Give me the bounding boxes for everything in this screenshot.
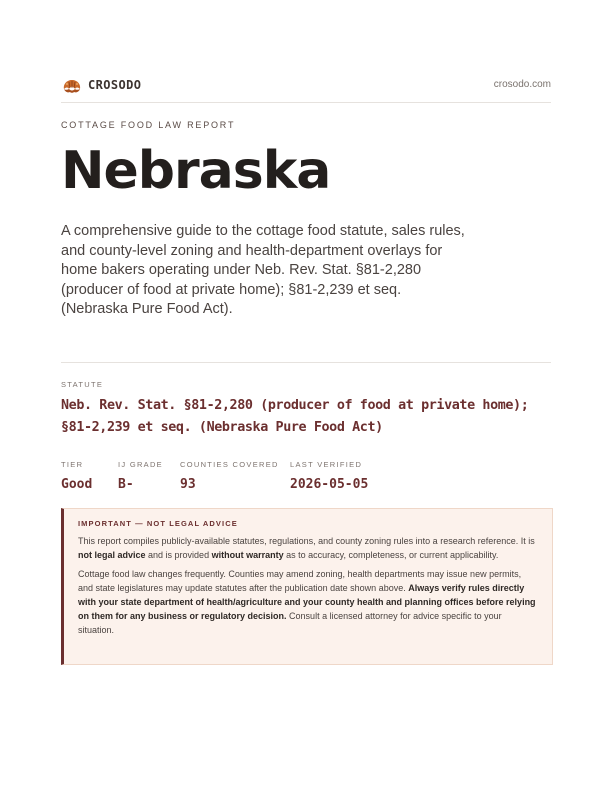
site-url[interactable]: crosodo.com (493, 79, 551, 90)
notice-paragraph-1 (78, 534, 538, 562)
tier-label: TIER (61, 460, 84, 469)
meta-counties (180, 460, 279, 492)
page-header (61, 76, 551, 103)
section-divider (61, 362, 551, 363)
croissant-icon (61, 76, 83, 96)
meta-tier (61, 460, 92, 492)
meta-grade (118, 460, 163, 492)
page-title: Nebraska (61, 141, 331, 201)
notice-emphasis: Always verify rules directly with your state department of health/agriculture and your county health and planning offices before relying on them for any business or regulatory decision. (78, 583, 536, 621)
notice-text: Cottage food law changes frequently. Counties may amend zoning, health departments may issue new permits, and state legislatures may update statutes after the publication date shown above. (78, 569, 522, 593)
intro-paragraph: A comprehensive guide to the cottage food statute, sales rules, and county-level zoning and health-department overlays for home bakers operating under Neb. Rev. Stat. §81-2,280 (producer of food at private home); §81-2,239 et seq. (Nebraska Pure Food Act). (61, 223, 465, 317)
notice-text: Consult a licensed attorney for advice specific to your situation. (78, 611, 502, 635)
legal-notice (61, 508, 553, 665)
meta-verified (290, 460, 368, 492)
statute-value: Neb. Rev. Stat. §81-2,280 (producer of food at private home); §81-2,239 et seq. (Nebraska Pure Food Act) (61, 398, 529, 435)
brand-name[interactable]: CROSODO (88, 78, 142, 92)
notice-emphasis: without warranty (211, 550, 284, 560)
report-kicker: COTTAGE FOOD LAW REPORT (61, 120, 236, 130)
counties-value: 93 (180, 477, 196, 492)
notice-emphasis: not legal advice (78, 550, 146, 560)
verified-label: LAST VERIFIED (290, 460, 363, 469)
notice-heading: IMPORTANT — NOT LEGAL ADVICE (78, 519, 238, 528)
counties-label: COUNTIES COVERED (180, 460, 279, 469)
notice-paragraph-2 (78, 567, 538, 637)
verified-value: 2026-05-05 (290, 477, 369, 492)
notice-text: This report compiles publicly-available statutes, regulations, and county zoning rules into a research reference. It is (78, 536, 535, 546)
statute-label: STATUTE (61, 380, 104, 389)
tier-value: Good (61, 477, 93, 492)
notice-text: and is provided (145, 550, 212, 560)
grade-label: IJ GRADE (118, 460, 163, 469)
grade-value: B- (118, 477, 134, 492)
notice-text: as to accuracy, completeness, or current applicability. (283, 550, 499, 560)
